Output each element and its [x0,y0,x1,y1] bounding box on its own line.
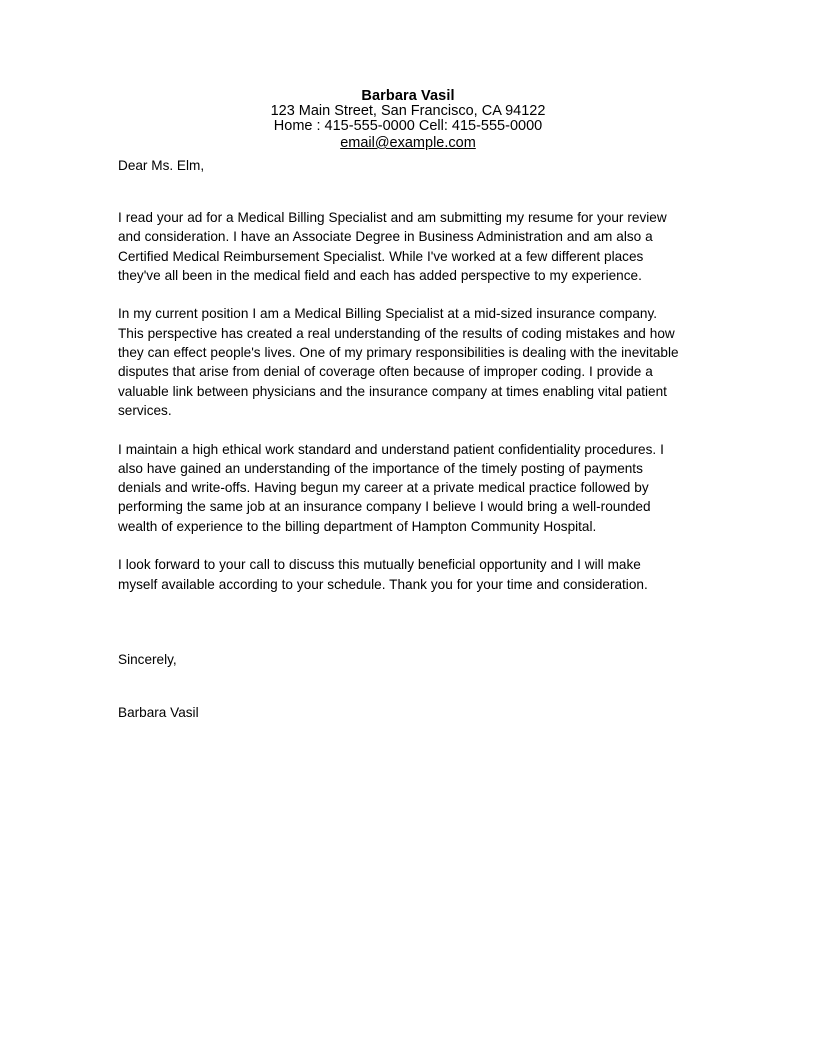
sender-phones: Home : 415-555-0000 Cell: 415-555-0000 [273,118,543,134]
sender-name: Barbara Vasil [361,88,455,104]
sender-email-link[interactable]: email@example.com [340,135,476,151]
body-paragraph-4: I look forward to your call to discuss this mutually beneficial opportunity and I will make myself available according to your schedule. Thank you for your time and consideration. [118,557,648,592]
salutation: Dear Ms. Elm, [118,158,205,173]
body-paragraph-1: I read your ad for a Medical Billing Specialist and am submitting my resume for your review and consideration. I have an Associate Degree in Business Administration and am also a Certified Medical Reimbursement Specialist. While I've worked at a few different places they've all been in the medical field and each has added perspective to my experience. [118,210,667,283]
letter-closing [118,650,684,720]
sender-address: 123 Main Street, San Francisco, CA 94122 [270,103,546,119]
letter-body [118,208,684,594]
body-paragraph-3: I maintain a high ethical work standard and understand patient confidentiality procedures. I also have gained an understanding of the importance of the timely posting of payments denials and write-offs. Having begun my career at a private medical practice followed by performing the same job at an insurance company I believe I would bring a well-rounded wealth of experience to the billing department of Hampton Community Hospital. [118,441,664,534]
body-paragraph-2: In my current position I am a Medical Billing Specialist at a mid-sized insurance company. This perspective has created a real understanding of the results of coding mistakes and how they can effect people's lives. One of my primary responsibilities is dealing with the inevitable disputes that arise from denial of coverage often because of improper coding. I provide a valuable link between physicians and the insurance company at times enabling vital patient services. [118,306,679,418]
letterhead [118,89,698,152]
signature-name: Barbara Vasil [118,705,199,720]
valediction: Sincerely, [118,652,177,667]
